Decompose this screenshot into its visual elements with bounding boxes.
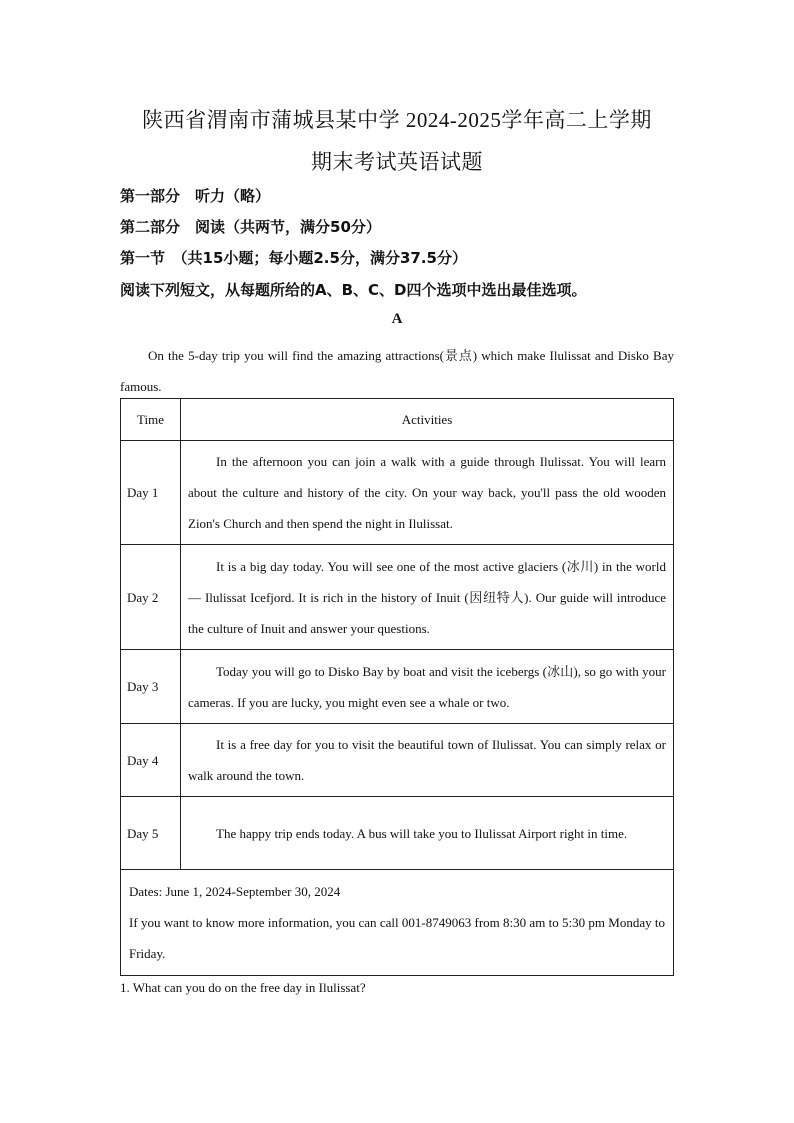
document-subtitle: 期末考试英语试题 [311, 150, 483, 174]
table-row [121, 441, 674, 545]
contact-info: If you want to know more information, you can call 001-8749063 from 8:30 am to 5:30 pm Monday to Friday. [129, 915, 665, 961]
trip-dates: Dates: June 1, 2024-September 30, 2024 [129, 884, 341, 899]
table-footer-row [121, 870, 674, 976]
document-title: 陕西省渭南市蒲城县某中学 2024-2025学年高二上学期 [142, 108, 652, 132]
column-header-activities: Activities [181, 399, 674, 441]
day-cell: Day 5 [121, 797, 181, 870]
trip-info-cell [121, 870, 674, 976]
day-cell: Day 4 [121, 724, 181, 797]
passage-label: A [391, 311, 403, 327]
activity-cell [181, 797, 674, 870]
part-one-heading: 第一部分 听力（略） [120, 187, 271, 205]
day-cell: Day 3 [121, 650, 181, 724]
table-header-row [121, 399, 674, 441]
itinerary-table [120, 398, 674, 976]
activity-cell [181, 724, 674, 797]
part-two-heading: 第二部分 阅读（共两节，满分50分） [120, 218, 381, 236]
activity-cell [181, 441, 674, 545]
day-cell: Day 2 [121, 545, 181, 650]
activity-text: Today you will go to Disko Bay by boat and visit the icebergs (冰山), so go with your cameras. If you are lucky, you might even see a whale or two. [188, 663, 666, 710]
passage-intro: On the 5-day trip you will find the amazing attractions(景点) which make Ilulissat and Disko Bay famous. [120, 348, 674, 394]
activity-text: The happy trip ends today. A bus will take you to Ilulissat Airport right in time. [216, 825, 628, 841]
activity-text: It is a big day today. You will see one of the most active glaciers (冰川) in the world — Ilulissat Icefjord. It is rich in the history of Inuit (因纽特人). Our guide will introduce the culture of Inuit and answer your questions. [188, 558, 666, 636]
table-row [121, 797, 674, 870]
column-header-time: Time [121, 399, 181, 441]
activity-text: It is a free day for you to visit the beautiful town of Ilulissat. You can simply relax or walk around the town. [188, 737, 666, 783]
question-1: 1. What can you do on the free day in Ilulissat? [120, 980, 366, 995]
reading-instruction: 阅读下列短文，从每题所给的A、B、C、D四个选项中选出最佳选项。 [120, 281, 587, 299]
activity-cell [181, 650, 674, 724]
section-one-heading: 第一节 （共15小题；每小题2.5分，满分37.5分） [120, 249, 467, 267]
day-cell: Day 1 [121, 441, 181, 545]
table-row [121, 545, 674, 650]
table-row [121, 650, 674, 724]
activity-text: In the afternoon you can join a walk with a guide through Ilulissat. You will learn about the culture and history of the city. On your way back, you'll pass the old wooden Zion's Church and then spend the night in Ilulissat. [188, 454, 666, 531]
table-row [121, 724, 674, 797]
activity-cell [181, 545, 674, 650]
